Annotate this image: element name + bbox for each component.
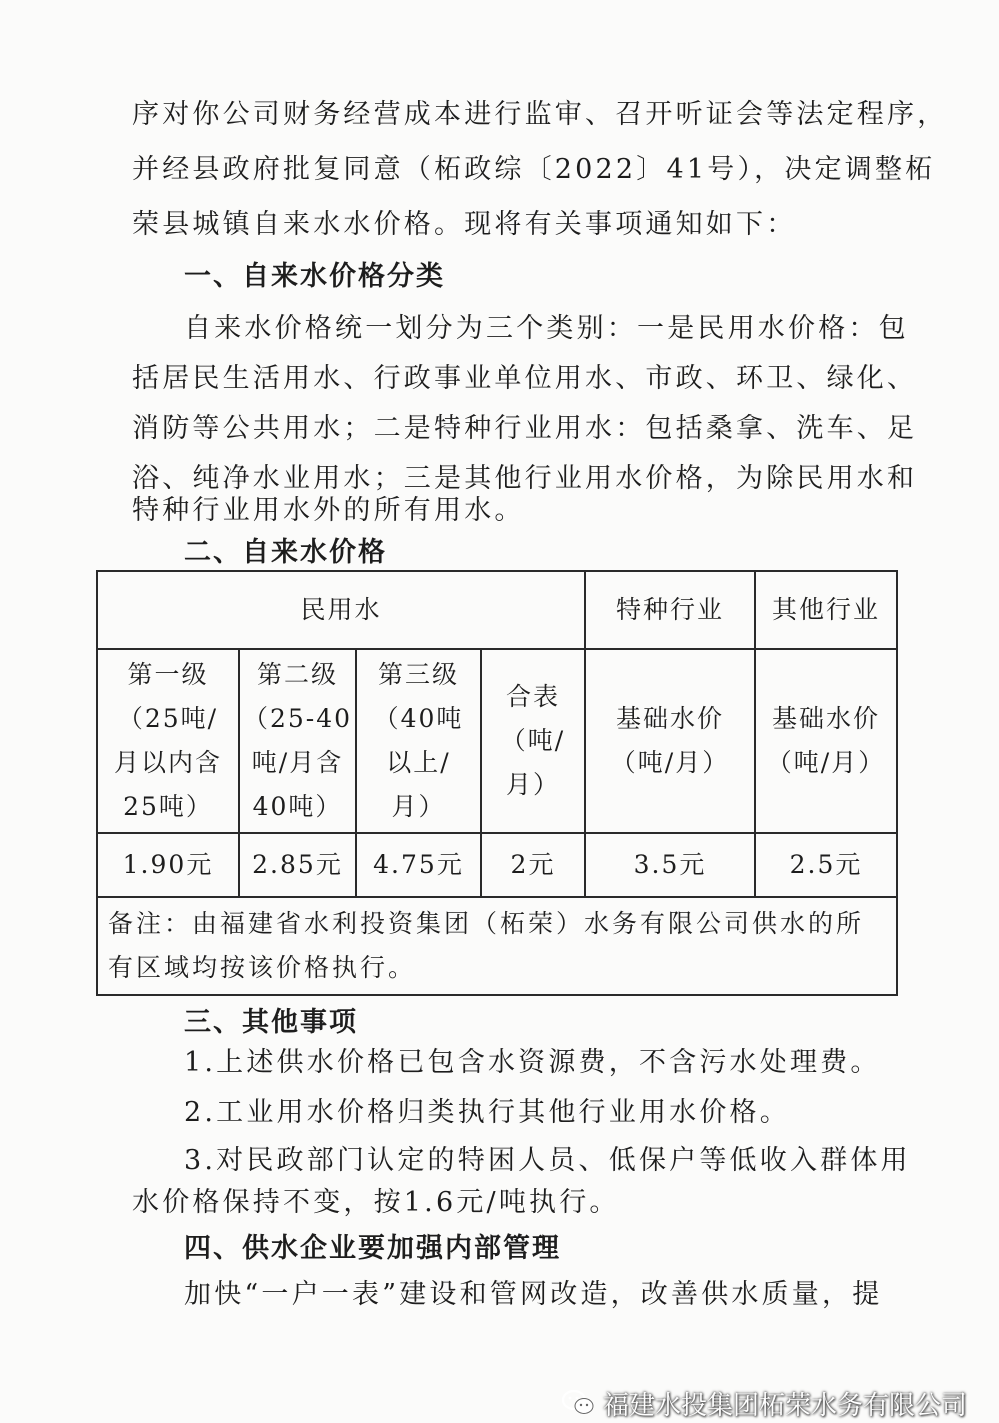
section1-line-1: 自来水价格统一划分为三个类别：一是民用水价格：包 xyxy=(184,313,909,344)
col-tier-3 xyxy=(356,649,481,833)
col-combined-meter-label: 合表 （吨/ 月） xyxy=(500,682,566,799)
section3-item-3b: 水价格保持不变，按1.6元/吨执行。 xyxy=(132,1187,620,1218)
col-other-base-label: 基础水价 （吨/月） xyxy=(766,704,886,777)
col-tier-2 xyxy=(239,649,356,833)
section4-line-1: 加快“一户一表”建设和管网改造，改善供水质量，提 xyxy=(184,1279,883,1310)
section3-item-2: 2.工业用水价格归类执行其他行业用水价格。 xyxy=(184,1097,790,1128)
section3-item-1: 1.上述供水价格已包含水资源费，不含污水处理费。 xyxy=(184,1047,881,1078)
intro-line-3: 荣县城镇自来水水价格。现将有关事项通知如下： xyxy=(132,209,797,240)
col-combined-meter xyxy=(481,649,585,833)
price-tier-2: 2.85元 xyxy=(239,833,356,897)
col-tier-2-label: 第二级 （25-40 吨/月含 40吨） xyxy=(242,660,353,821)
col-tier-3-label: 第三级 （40吨 以上/ 月） xyxy=(373,660,464,821)
price-tier-1: 1.90元 xyxy=(97,833,239,897)
section3-item-3a: 3.对民政部门认定的特困人员、低保户等低收入群体用 xyxy=(184,1145,911,1176)
col-special-base-label: 基础水价 （吨/月） xyxy=(610,704,730,777)
price-tier-3: 4.75元 xyxy=(356,833,481,897)
group-other-industry: 其他行业 xyxy=(755,571,897,649)
intro-line-1: 序对你公司财务经营成本进行监审、召开听证会等法定程序， xyxy=(132,99,948,130)
section1-line-3: 消防等公共用水；二是特种行业用水：包括桑拿、洗车、足 xyxy=(132,413,918,444)
section3-heading: 三、其他事项 xyxy=(184,1007,358,1038)
section1-line-2: 括居民生活用水、行政事业单位用水、市政、环卫、绿化、 xyxy=(132,363,918,394)
watermark-text: 福建水投集团柘荣水务有限公司 xyxy=(602,1390,967,1421)
section4-heading: 四、供水企业要加强内部管理 xyxy=(184,1233,561,1264)
section1-heading: 一、自来水价格分类 xyxy=(184,261,445,292)
col-special-base xyxy=(585,649,755,833)
col-tier-1-label: 第一级 （25吨/ 月以内含 25吨） xyxy=(113,660,222,821)
section2-heading: 二、自来水价格 xyxy=(184,537,387,568)
table-note: 备注：由福建省水利投资集团（柘荣）水务有限公司供水的所有区域均按该价格执行。 xyxy=(97,897,897,995)
wechat-account-watermark xyxy=(561,1383,967,1423)
group-special-industry: 特种行业 xyxy=(585,571,755,649)
intro-line-2: 并经县政府批复同意（柘政综〔2022〕41号），决定调整柘 xyxy=(132,154,936,185)
table-subheader-row xyxy=(97,649,897,833)
table-header-row xyxy=(97,571,897,649)
col-other-base xyxy=(755,649,897,833)
price-combined-meter: 2元 xyxy=(481,833,585,897)
wechat-icon xyxy=(561,1389,595,1417)
water-price-table xyxy=(96,570,898,996)
section1-line-5: 特种行业用水外的所有用水。 xyxy=(132,495,525,526)
table-note-row xyxy=(97,897,897,995)
group-civil-water: 民用水 xyxy=(97,571,585,649)
price-special-industry: 3.5元 xyxy=(585,833,755,897)
col-tier-1 xyxy=(97,649,239,833)
section1-line-4: 浴、纯净水业用水；三是其他行业用水价格，为除民用水和 xyxy=(132,463,918,494)
table-price-row xyxy=(97,833,897,897)
price-other-industry: 2.5元 xyxy=(755,833,897,897)
